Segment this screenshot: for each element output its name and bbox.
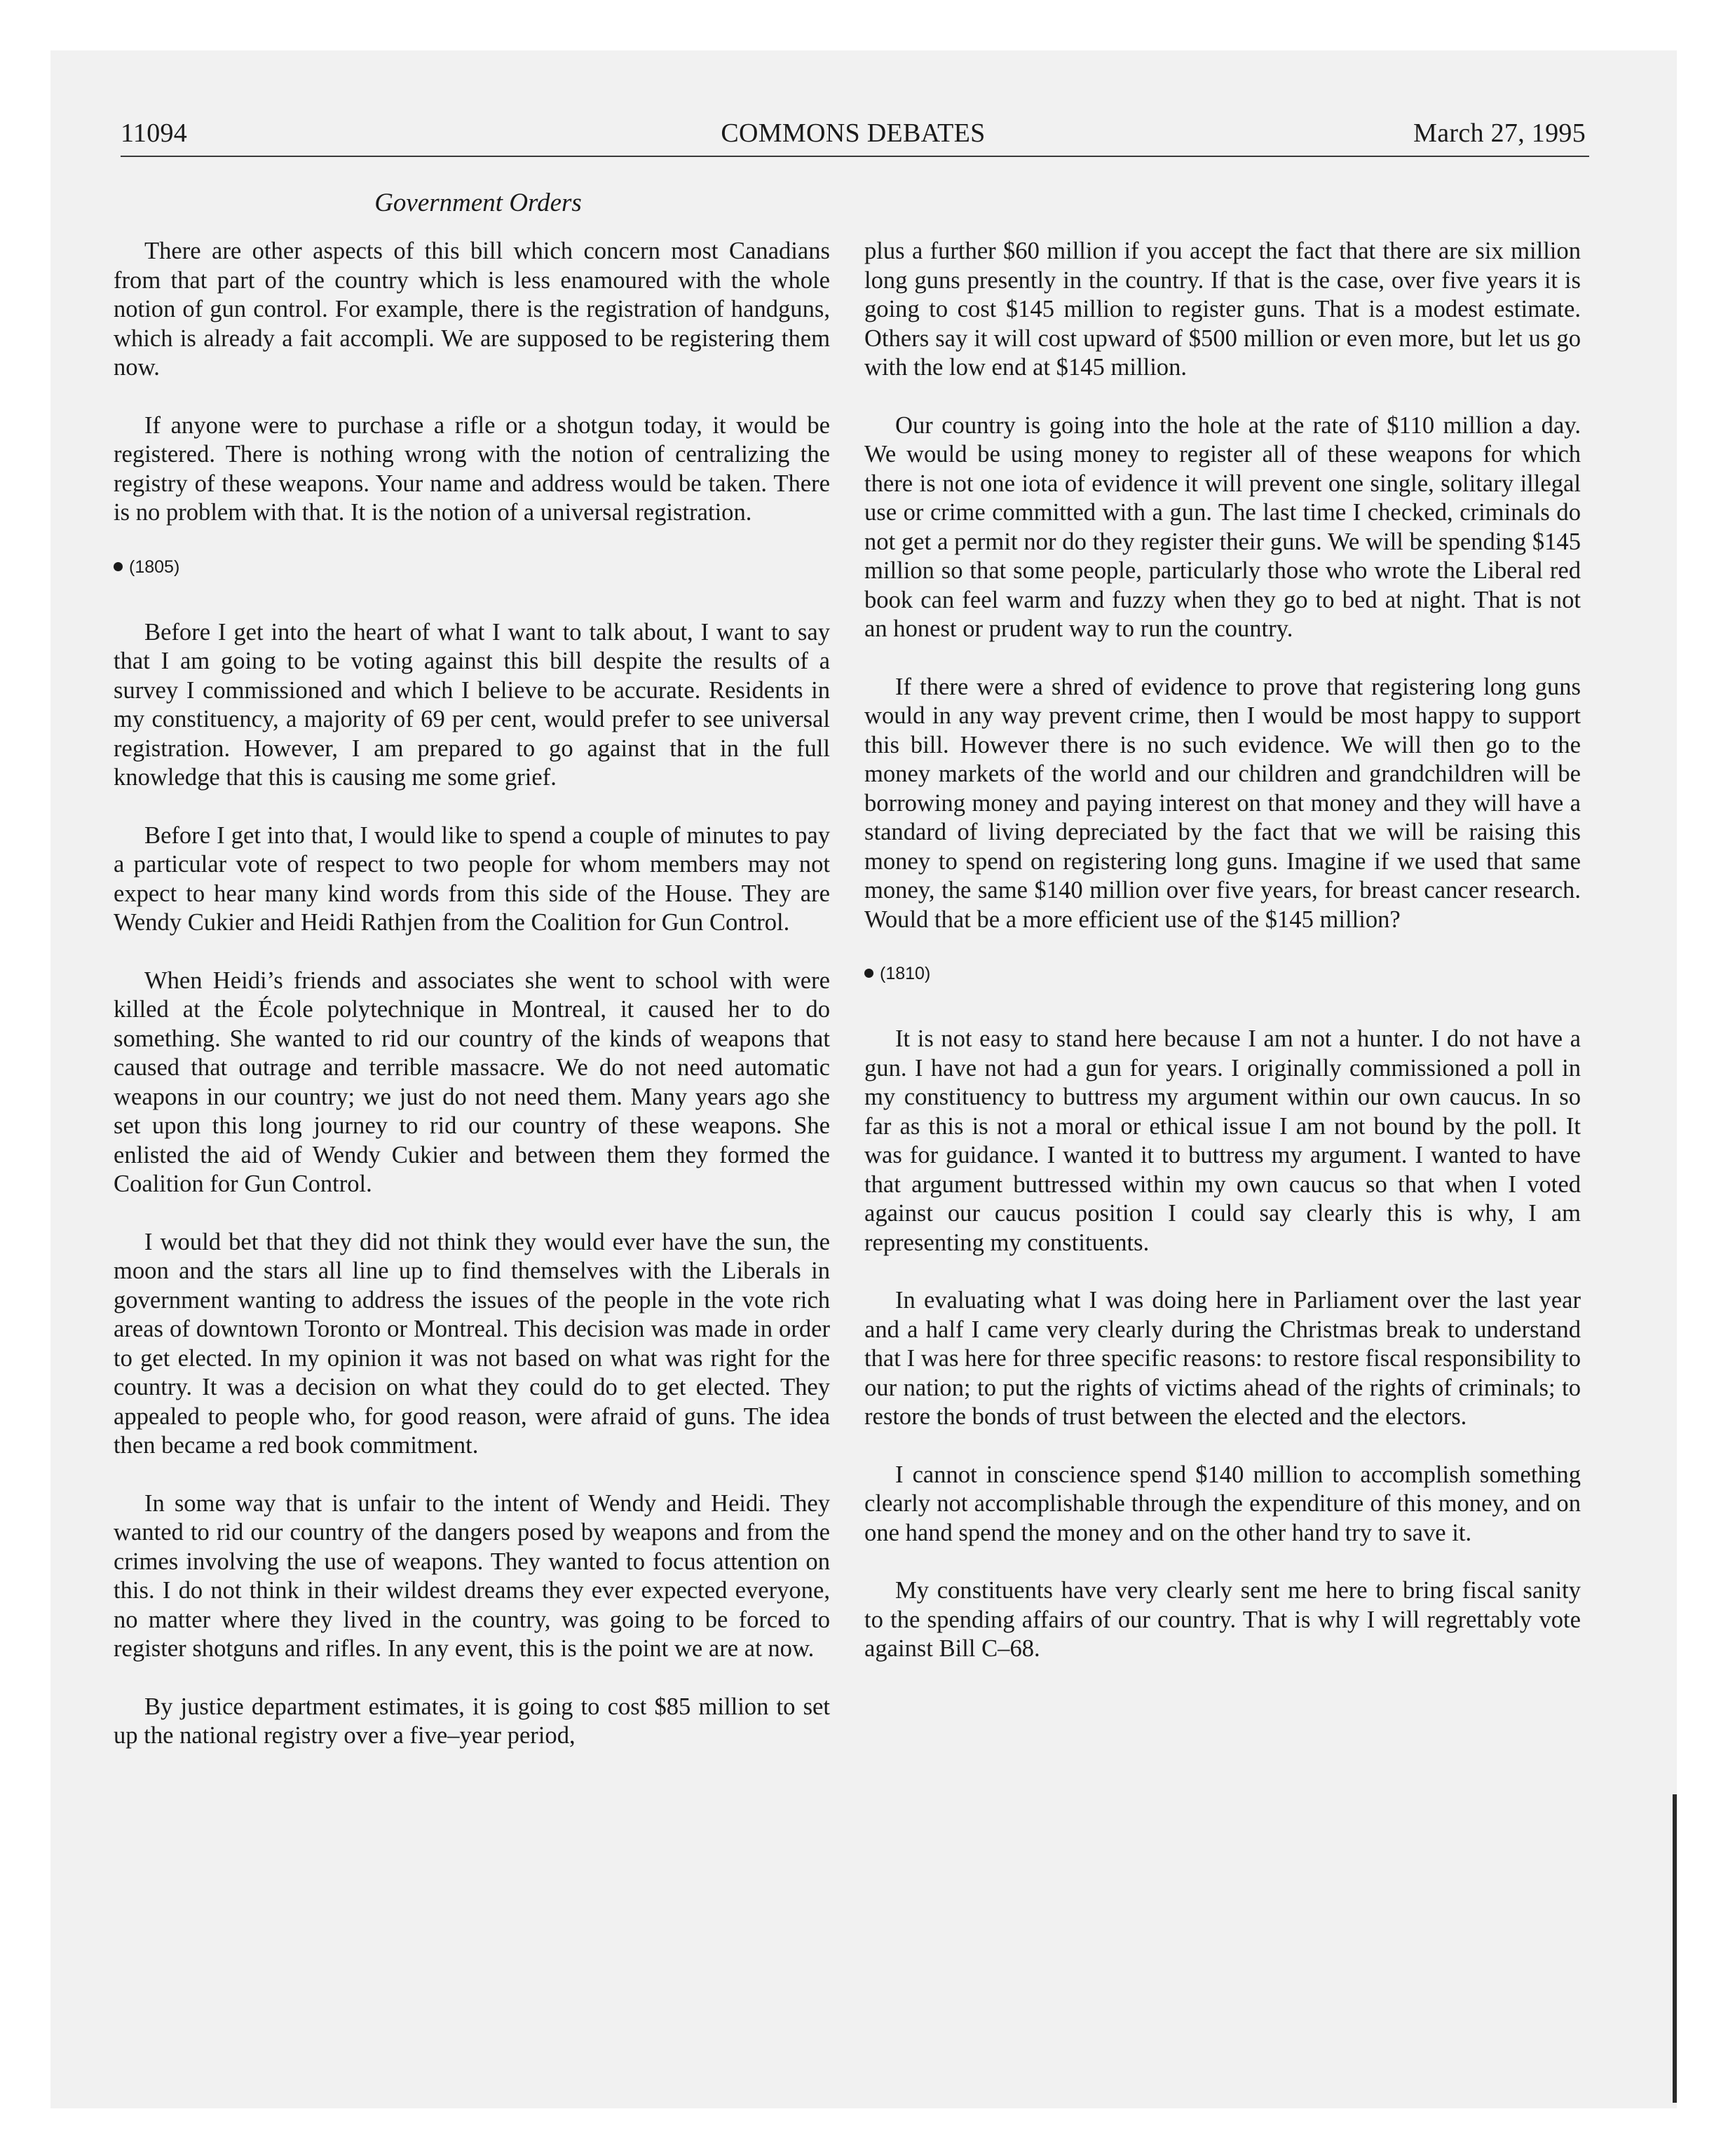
paragraph: Before I get into the heart of what I want to talk about, I want to say that I am going to be voting against this bill despite the results of a survey I commissioned and which I believe to be accurate. Residents in my constituency, a majority of 69 per cent, would prefer to see universal registration. However, I am prepared to go against that in the full knowledge that this is causing me some grief. (114, 618, 830, 791)
time-marker (114, 557, 830, 578)
publication-title: COMMONS DEBATES (721, 118, 986, 148)
page-number: 11094 (121, 118, 188, 148)
time-marker-label: (1805) (129, 557, 180, 577)
paragraph: When Heidi’s friends and associates she went to school with were killed at the École polytechnique in Montreal, it caused her to do something. She wanted to rid our country of the kinds of weapons that caused that outrage and terrible massacre. We do not need automatic weapons in our country; we just do not need them. Many years ago she set upon this long journey to rid our country of these weapons. She enlisted the aid of Wendy Cukier and between them they formed the Coalition for Gun Control. (114, 967, 830, 1197)
section-title: Government Orders (374, 189, 582, 217)
paragraph: My constituents have very clearly sent me here to bring fiscal sanity to the spending affairs of our country. That is why I will regrettably vote against Bill C–68. (864, 1577, 1581, 1662)
paragraph: It is not easy to stand here because I am not a hunter. I do not have a gun. I have not had a gun for years. I originally commissioned a poll in my constituency to buttress my argument within our own caucus. In so far as this is not a moral or ethical issue I am not bound by the poll. It was for guidance. I wanted it to buttress my argument. I wanted to have that argument buttressed within my own caucus so that when I voted against our caucus position I could say clearly this is why, I am representing my constituents. (864, 1025, 1581, 1256)
paragraph: Before I get into that, I would like to spend a couple of minutes to pay a particular vote of respect to two people for whom members may not expect to hear many kind words from this side of the House. They are Wendy Cukier and Heidi Rathjen from the Coalition for Gun Control. (114, 821, 830, 936)
bullet-icon (864, 969, 873, 978)
paragraph: If there were a shred of evidence to prove that registering long guns would in any way prevent crime, then I would be most happy to support this bill. However there is no such evidence. We will then go to the money markets of the world and our children and grandchildren will be borrowing money and paying interest on that money and they will have a standard of living depreciated by the fact that we will be raising this money to spend on registering long guns. Imagine if we used that same money, the same $140 million over five years, for breast cancer research. Would that be a more efficient use of the $145 million? (864, 673, 1581, 933)
paragraph: In evaluating what I was doing here in Parliament over the last year and a half I came very clearly during the Christmas break to understand that I was here for three specific reasons: to restore fiscal responsibility to our nation; to put the rights of victims ahead of the rights of criminals; to restore the bonds of trust between the elected and the electors. (864, 1287, 1581, 1430)
paragraph: In some way that is unfair to the intent of Wendy and Heidi. They wanted to rid our country of the dangers posed by weapons and from the crimes involving the use of weapons. They wanted to focus attention on this. I do not think in their wildest dreams they ever expected everyone, no matter where they lived in the country, was going to be forced to register shotguns and rifles. In any event, this is the point we are at now. (114, 1489, 830, 1662)
left-column (114, 237, 830, 1751)
paragraph: If anyone were to purchase a rifle or a shotgun today, it would be registered. There is nothing wrong with the notion of centralizing the registry of these weapons. Your name and address would be taken. There is no problem with that. It is the notion of a universal registration. (114, 411, 830, 526)
paragraph: By justice department estimates, it is going to cost $85 million to set up the national registry over a five–year period, (114, 1693, 830, 1749)
bullet-icon (114, 562, 123, 571)
header-date: March 27, 1995 (1413, 118, 1586, 148)
paragraph: There are other aspects of this bill which concern most Canadians from that part of the country which is less enamoured with the whole notion of gun control. For example, there is the registration of handguns, which is already a fait accompli. We are supposed to be registering them now. (114, 238, 830, 381)
scan-edge-mark (1673, 1794, 1677, 2103)
paragraph: I cannot in conscience spend $140 million to accomplish something clearly not accomplishable through the expenditure of this money, and on one hand spend the money and on the other hand try to save it. (864, 1461, 1581, 1546)
time-marker-label: (1810) (880, 964, 931, 983)
time-marker (864, 963, 1581, 984)
paragraph: Our country is going into the hole at the rate of $110 million a day. We would be using money to register all of these weapons for which there is not one iota of evidence it will prevent one single, solitary illegal use or crime committed with a gun. The last time I checked, criminals do not get a permit nor do they register their guns. We will be spending $145 million so that some people, particularly those who wrote the Liberal red book can feel warm and fuzzy when they go to bed at night. That is not an honest or prudent way to run the country. (864, 411, 1581, 642)
right-column (864, 237, 1581, 1664)
paragraph-continued: plus a further $60 million if you accept the fact that there are six million long guns presently in the country. If that is the case, over five years it is going to cost $145 million to register guns. That is a modest estimate. Others say it will cost upward of $500 million or even more, but let us go with the low end at $145 million. (864, 238, 1581, 381)
header-rule (121, 156, 1589, 157)
paragraph: I would bet that they did not think they would ever have the sun, the moon and the stars all line up to find themselves with the Liberals in government wanting to address the issues of the people in the vote rich areas of downtown Toronto or Montreal. This decision was made in order to get elected. In my opinion it was not based on what was right for the country. It was a decision on what they could do to get elected. They appealed to people who, for good reason, were afraid of guns. The idea then became a red book commitment. (114, 1228, 830, 1459)
